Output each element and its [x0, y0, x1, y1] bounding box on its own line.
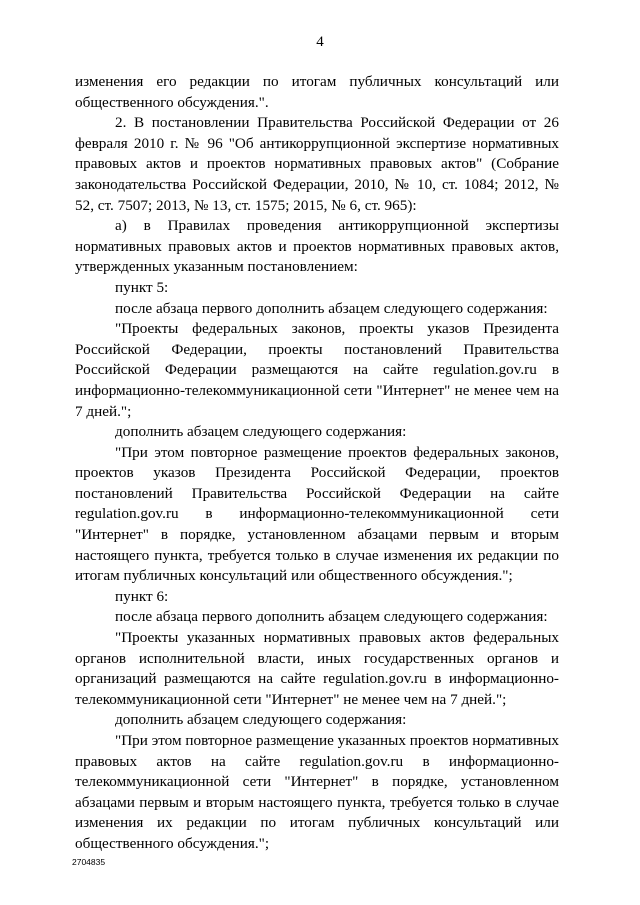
paragraph: дополнить абзацем следующего содержания:: [115, 423, 407, 441]
paragraph: изменения его редакции по итогам публичных консультаций или общественного обсуждения.".: [75, 73, 559, 111]
paragraph: "При этом повторное размещение проектов федеральных законов, проектов указов Президента Российской Федерации, проектов постановлений Правительства Российской Федерации на сайте regulation.gov.ru в информационно-телекоммуникационной сети "Интернет" в порядке, установленном абзацами первым и вторым настоящего пункта, требуется только в случае изменения их редакции по итогам публичных консультаций или общественного обсуждения.";: [75, 443, 559, 585]
paragraph: после абзаца первого дополнить абзацем следующего содержания:: [115, 299, 548, 317]
paragraph: 2. В постановлении Правительства Российской Федерации от 26 февраля 2010 г. № 96 "Об антикоррупционной экспертизе нормативных правовых актов и проектов нормативных правовых актов" (Собрание законодательства Российской Федерации, 2010, № 10, ст. 1084; 2012, № 52, ст. 7507; 2013, № 13, ст. 1575; 2015, № 6, ст. 965):: [75, 114, 559, 214]
document-body: [75, 72, 559, 855]
paragraph: пункт 5:: [115, 278, 169, 296]
paragraph: пункт 6:: [115, 587, 169, 605]
paragraph: после абзаца первого дополнить абзацем следующего содержания:: [115, 608, 548, 626]
paragraph: "Проекты федеральных законов, проекты указов Президента Российской Федерации, проекты постановлений Правительства Российской Федерации размещаются на сайте regulation.gov.ru в информационно-телекоммуникационной сети "Интернет" не менее чем на 7 дней.";: [75, 320, 559, 420]
document-code: 2704835: [72, 857, 106, 867]
paragraph: а) в Правилах проведения антикоррупционной экспертизы нормативных правовых актов и проектов нормативных правовых актов, утвержденных указанным постановлением:: [75, 217, 559, 276]
paragraph: "При этом повторное размещение указанных проектов нормативных правовых актов на сайте regulation.gov.ru в информационно-телекоммуникационной сети "Интернет" в порядке, установленном абзацами первым и вторым настоящего пункта, требуется только в случае изменения их редакции по итогам публичных консультаций или общественного обсуждения.";: [75, 732, 559, 852]
paragraph: "Проекты указанных нормативных правовых актов федеральных органов исполнительной власти, иных государственных органов и организаций размещаются на сайте regulation.gov.ru в информационно-телекоммуникационной сети "Интернет" не менее чем на 7 дней.";: [75, 629, 559, 708]
paragraph: дополнить абзацем следующего содержания:: [115, 711, 407, 729]
page-number: 4: [316, 34, 324, 50]
